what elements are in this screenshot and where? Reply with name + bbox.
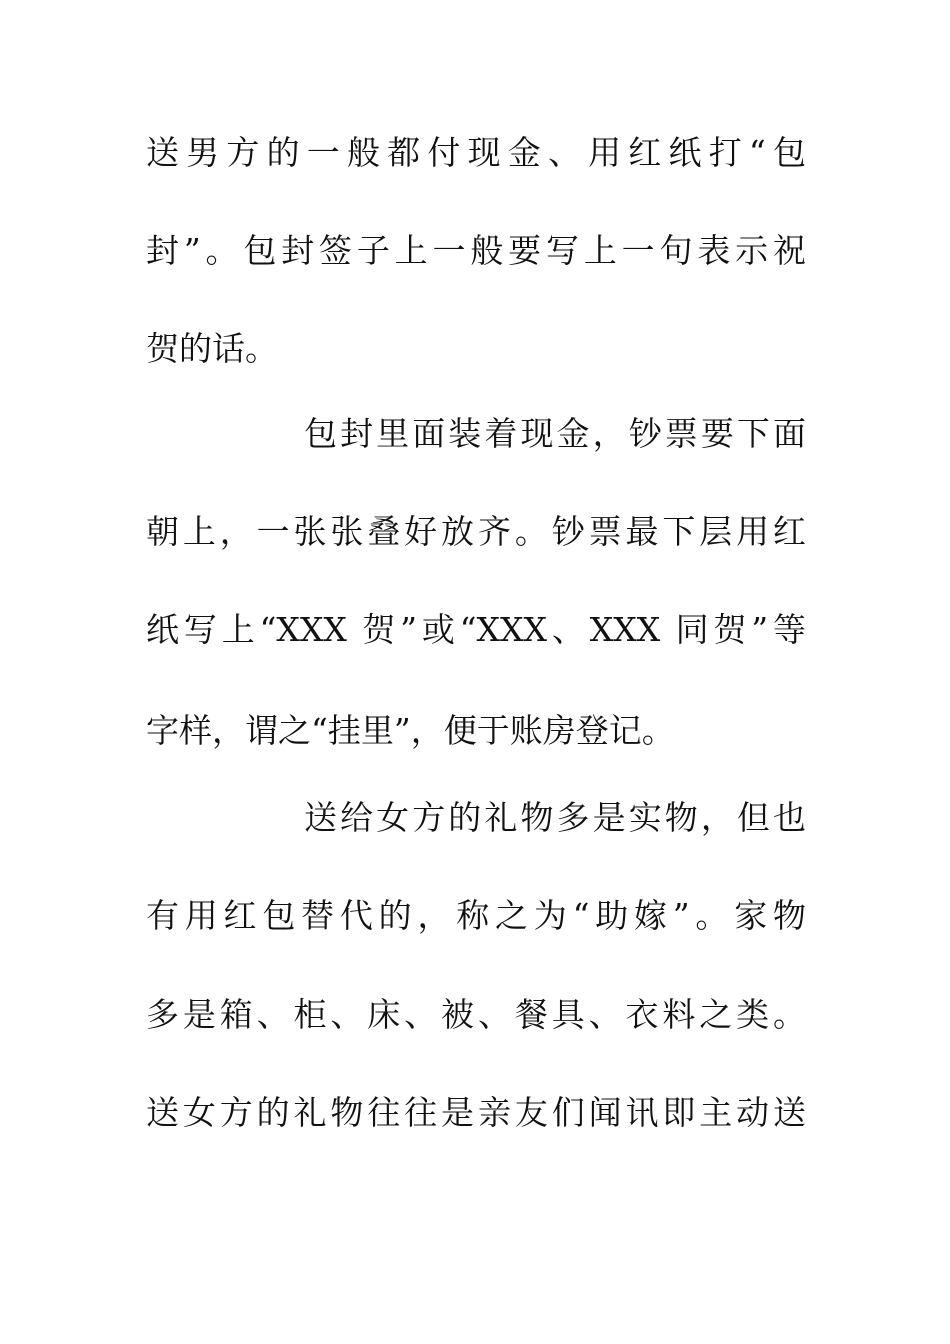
text-line: 纸写上“XXX 贺”或“XXX、XXX 同贺”等 [146,610,806,649]
text-line: 封”。包封签子上一般要写上一句表示祝 [146,231,806,270]
text-line: 多是箱、柜、床、被、餐具、衣料之类。 [146,995,806,1034]
paragraph-first-line: 送给女方的礼物多是实物，但也 [304,798,806,837]
text-line: 贺的话。 [146,329,278,368]
text-line: 送男方的一般都付现金、用红纸打“包 [146,133,806,172]
paragraph-first-line: 包封里面装着现金，钞票要下面 [304,414,806,453]
text-line: 送女方的礼物往往是亲友们闻讯即主动送 [146,1093,806,1132]
text-line: 字样，谓之“挂里”，便于账房登记。 [146,711,675,750]
text-line: 有用红包替代的，称之为“助嫁”。家物 [146,896,806,935]
text-line: 朝上，一张张叠好放齐。钞票最下层用红 [146,512,806,551]
